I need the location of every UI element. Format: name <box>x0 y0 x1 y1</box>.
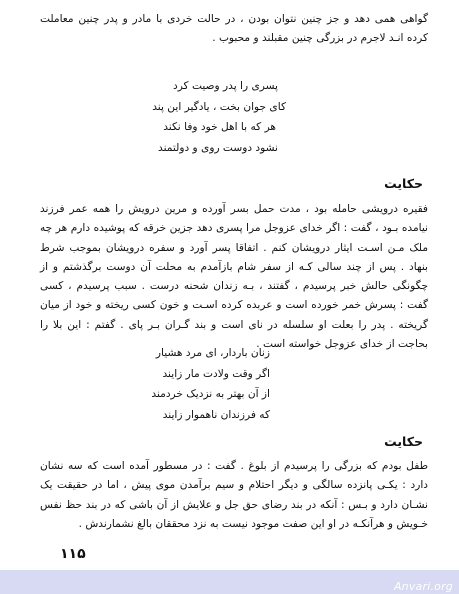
footer-bar <box>0 570 459 594</box>
paragraph-story-2: طفل بودم که بزرگی را پرسیدم از بلوغ . گفت : در مسطور آمده است که سه نشان دارد : یکـی پانزده سالگی و دیگر احتلام و سیم برآمدن موی پیش ، اما در حقیقت یک نشـان دارد و بـس : آنکه در بند رضای حق جل و علایش از آن باشی که در بند حظ نفس خـویش و هرآنکـه در او این صفت موجود نیست به نزد محققان بالغ نشمارندش . <box>40 460 428 530</box>
poem-1-line-1: پسری را پدر وصیت کرد <box>172 80 278 92</box>
paragraph-story-1: فقیره درویشی حامله بود ، مدت حمل بسر آورده و مرین درویش را همه عمر فرزند نیامده بـود ، گفت : اگر خدای عزوجل مرا پسری دهد جزین خرقه که پوشیده دارم هر چه ملک مـن اسـت ایثار درویشان کنم . اتفاقا پسر آورد و سفره درویشان بموجب شرط بنهاد . پس از چند سالی کـه از سفر شام بازآمدم به محلت آن دوست برگذشتم و از چگونگی حالش خبر پرسیدم ، گفتند ، بـه زندان شحنه درست . سبب پرسیدم ، کسی گفت : پسرش خمر خورده است و عربده کرده اسـت و خون کسی ریخته و خود از میان گریخته . پدر را بعلت او سلسله در نای است و بند گـران بـر پای . گفتم : این بلا را بحاجت از خدای عزوجل خواسته است . <box>40 203 428 351</box>
paragraph-intro: گواهی همی دهد و جز چنین نتوان بودن ، در حالت خردی با مادر و پدر چنین معاملت کرده انـد لاجرم در بزرگی چنین مقبلند و محبوب . <box>40 13 428 45</box>
poem-2-line-1: زنان باردار، ای مرد هشیار <box>155 347 270 359</box>
story-heading-1: حکایت <box>384 176 423 191</box>
poem-block-1 <box>120 76 330 158</box>
poem-1-line-4: نشود دوست روی و دولتمند <box>158 141 278 154</box>
poem-block-2 <box>120 343 332 425</box>
story-heading-2: حکایت <box>384 434 423 449</box>
poem-1-line-2: کای جوان بخت ، یادگیر این پند <box>152 100 286 113</box>
poem-2-line-3: از آن بهتر به نزدیک خردمند <box>151 388 270 401</box>
poem-1-line-3: هر که با اهل خود وفا نکند <box>163 121 276 134</box>
poem-2-line-2: اگر وقت ولادت مار زایند <box>162 367 270 380</box>
watermark-logo: Anvari.org <box>393 580 453 593</box>
poem-2-line-4: که فرزندان ناهموار زایند <box>162 408 270 421</box>
page-number: ۱۱۵ <box>60 546 86 562</box>
